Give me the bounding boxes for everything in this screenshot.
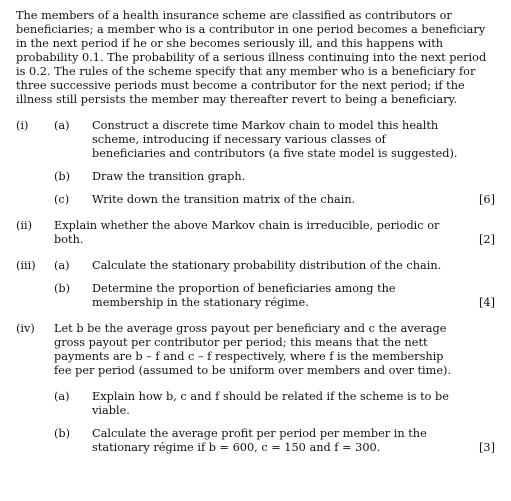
question-number: (iv)	[16, 322, 35, 335]
intro-paragraph: The members of a health insurance scheme are classified as contributors or beneficiaries; a member who is a contributor in one period becomes a beneficiary in the next period if he or she becomes seriously ill, and this happens with probability 0.1. The probability of a serious illness continuing into the next period is 0.2. The rules of the scheme specify that any member who is a beneficiary for three successive periods must become a contributor for the next period; if the illness still persists the member may thereafter revert to being a beneficiary.	[16, 9, 487, 106]
question-iii	[12, 259, 499, 310]
question-number: (i)	[16, 119, 29, 132]
part-text: Construct a discrete time Markov chain to model this health scheme, introducing if necessary various classes of beneficiaries and contributors (a five state model is suggested).	[92, 119, 458, 160]
marks: [2]	[478, 233, 495, 246]
part-b	[12, 282, 499, 310]
part-b	[12, 170, 499, 184]
question-number: (iii)	[16, 259, 36, 272]
marks: [3]	[478, 441, 495, 454]
part-label: (a)	[54, 259, 70, 272]
question-text: Explain whether the above Markov chain is irreducible, periodic or both.	[54, 219, 440, 246]
marks: [4]	[478, 296, 495, 309]
part-label: (a)	[54, 390, 70, 403]
part-label: (a)	[54, 119, 70, 132]
part-text: Write down the transition matrix of the chain.	[92, 193, 356, 206]
part-label: (b)	[54, 282, 71, 295]
question-text: Let b be the average gross payout per beneficiary and c the average gross payout per contributor per period; this means that the nett payments are b – f and c – f respectively, where f is the membership fee per period (assumed to be uniform over members and over time).	[54, 322, 452, 377]
question-iv	[12, 322, 499, 455]
part-text: Draw the transition graph.	[92, 170, 246, 183]
question-number: (ii)	[16, 219, 33, 232]
part-a	[12, 259, 499, 273]
part-text: Calculate the stationary probability distribution of the chain.	[92, 259, 442, 272]
part-text: Determine the proportion of beneficiaries among the membership in the stationary régime.	[92, 282, 396, 309]
part-label: (b)	[54, 170, 71, 183]
part-a	[12, 390, 499, 418]
part-label: (b)	[54, 427, 71, 440]
part-text: Calculate the average profit per period per member in the stationary régime if b = 600, c = 150 and f = 300.	[92, 427, 427, 454]
part-a	[12, 119, 499, 161]
question-ii	[12, 219, 499, 247]
part-label: (c)	[54, 193, 70, 206]
marks: [6]	[478, 193, 495, 206]
part-c	[12, 193, 499, 207]
part-b	[12, 427, 499, 455]
question-i	[12, 119, 499, 207]
part-text: Explain how b, c and f should be related if the scheme is to be viable.	[92, 390, 449, 417]
